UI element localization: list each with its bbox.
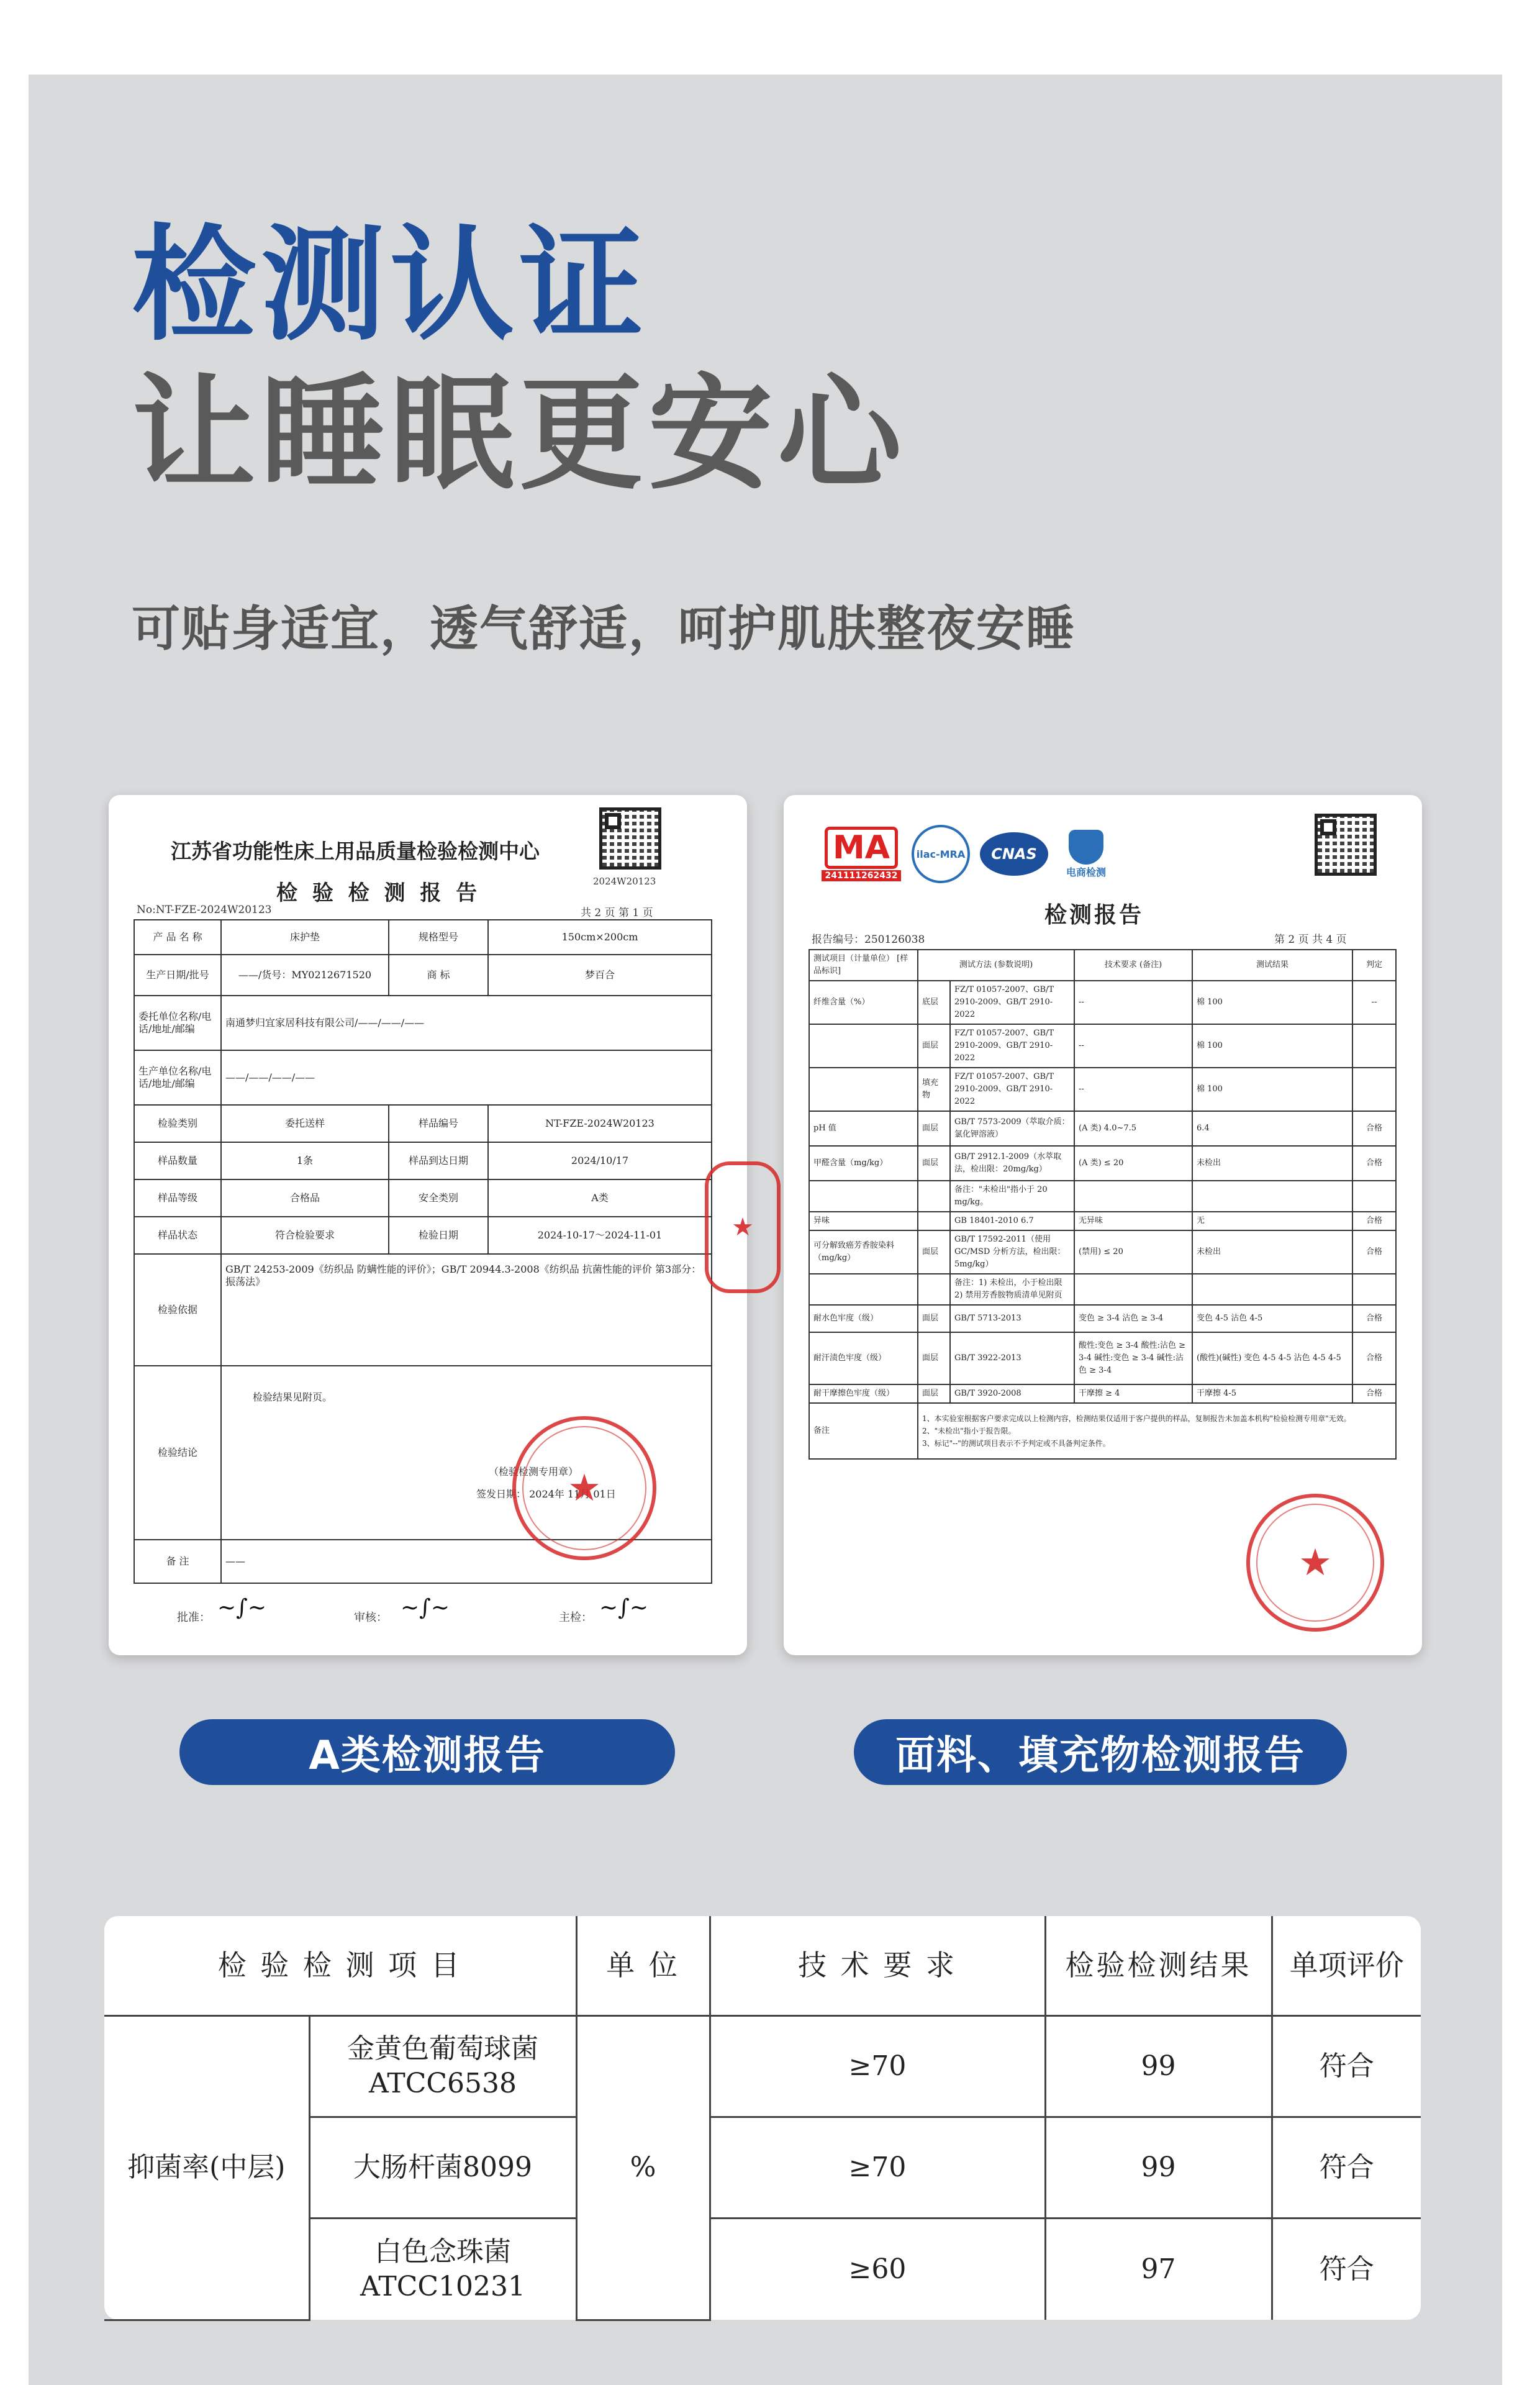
th: 测试结果	[1192, 950, 1352, 981]
cell: 样品状态	[134, 1217, 221, 1254]
item-name: 大肠杆菌8099	[309, 2117, 576, 2218]
cert-logos	[821, 820, 1114, 888]
result-cell: 97	[1045, 2218, 1272, 2320]
report-b-cell: 纤维含量（%）	[809, 981, 918, 1024]
report-b-cell: 耐干摩擦色牢度（级）	[809, 1384, 918, 1403]
report-b-cell: 未检出	[1192, 1230, 1352, 1274]
cell: NT-FZE-2024W20123	[488, 1105, 712, 1142]
report-b-cell: 变色 4-5 沾色 4-5	[1192, 1305, 1352, 1332]
report-b-cell: 备注："未检出"指小于 20 mg/kg。	[950, 1181, 1074, 1212]
cell: 样品编号	[389, 1105, 488, 1142]
report-b-cell: --	[1352, 981, 1396, 1024]
report-b-cell: 合格	[1352, 1111, 1396, 1146]
report-b-cell: 酸性:变色 ≥ 3-4 酸性:沾色 ≥ 3-4 碱性:变色 ≥ 3-4 碱性:沾色 ≥ 3-4	[1074, 1332, 1192, 1384]
report-b-cell	[1352, 1068, 1396, 1111]
result-table-card	[104, 1916, 1421, 2320]
report-b-cell: GB/T 17592-2011（使用 GC/MSD 分析方法，检出限：5mg/kg）	[950, 1230, 1074, 1274]
cell: 委托单位名称/电话/地址/邮编	[134, 996, 221, 1050]
report-b-cell: GB/T 5713-2013	[950, 1305, 1074, 1332]
page-title: 检测认证	[132, 213, 649, 358]
requirement-cell: ≥70	[710, 2015, 1045, 2117]
cell: 样品数量	[134, 1142, 221, 1179]
report-b-note: 2、"未检出"指小于报告限。	[922, 1427, 1016, 1435]
conclusion-text: 检验结果见附页。	[253, 1391, 333, 1403]
report-b-cell	[918, 1181, 950, 1212]
report-b-cell: FZ/T 01057-2007、GB/T 2910-2009、GB/T 2910-2022	[950, 1068, 1074, 1111]
report-b-cell: 无异味	[1074, 1212, 1192, 1230]
report-b-table	[808, 949, 1397, 1460]
cma-logo-icon: MA 241111262432	[821, 826, 902, 882]
cell: 2024-10-17～2024-11-01	[488, 1217, 712, 1254]
cell: 检验日期	[389, 1217, 488, 1254]
report-b-note: 3、标记"--"的测试项目表示不予判定或不具备判定条件。	[922, 1439, 1110, 1448]
item-name: 白色念珠菌 ATCC10231	[309, 2218, 576, 2320]
red-seal-icon: ★	[1246, 1494, 1384, 1632]
report-a-number: No:NT-FZE-2024W20123	[137, 904, 272, 916]
review-label: 审核：	[354, 1611, 387, 1624]
report-b-cell: (禁用) ≤ 20	[1074, 1230, 1192, 1274]
report-b-cell: 合格	[1352, 1332, 1396, 1384]
evaluation-cell: 符合	[1319, 2253, 1374, 2285]
report-b-cell: 面层	[918, 1305, 950, 1332]
cell: 商 标	[389, 955, 488, 996]
report-b-cell: 面层	[918, 1230, 950, 1274]
report-b-cell: (酸性)(碱性) 变色 4-5 4-5 沾色 4-5 4-5	[1192, 1332, 1352, 1384]
report-b-cell: 异味	[809, 1212, 918, 1230]
report-b-cell: FZ/T 01057-2007、GB/T 2910-2009、GB/T 2910-2022	[950, 1024, 1074, 1068]
report-b-cell	[918, 1212, 950, 1230]
report-b-cell: 无	[1192, 1212, 1352, 1230]
header-item: 检 验 检 测 项 目	[104, 1916, 576, 2015]
evaluation-cell: 符合	[1272, 2015, 1421, 2117]
report-b-cell: 填充物	[918, 1068, 950, 1111]
report-b-cell: 未检出	[1192, 1146, 1352, 1181]
cell: 安全类别	[389, 1179, 488, 1217]
header-requirement: 技 术 要 求	[710, 1916, 1045, 2015]
cell: 产 品 名 称	[134, 920, 221, 955]
result-cell: 99	[1045, 2015, 1272, 2117]
cnas-logo-icon: CNAS	[980, 832, 1048, 876]
report-b-cell: 棉 100	[1192, 1024, 1352, 1068]
th: 技术要求 (备注)	[1074, 950, 1192, 981]
report-b-cell	[1352, 1024, 1396, 1068]
report-b-cell: 合格	[1352, 1384, 1396, 1403]
report-b-cell	[1192, 1181, 1352, 1212]
th: 判定	[1352, 950, 1396, 981]
cell: 梦百合	[488, 955, 712, 996]
ilac-logo-icon: ilac-MRA	[912, 825, 970, 883]
report-b-cell: 耐水色牢度（级）	[809, 1305, 918, 1332]
report-b-cell: 干摩擦 ≥ 4	[1074, 1384, 1192, 1403]
main-label: 主检：	[559, 1611, 592, 1624]
shield-logo-icon: 电商检测	[1058, 826, 1114, 882]
cell: 检验依据	[134, 1254, 221, 1366]
cell: 150cm×200cm	[488, 920, 712, 955]
cell: A类	[488, 1179, 712, 1217]
report-b-cell	[1192, 1274, 1352, 1305]
evaluation-cell: 符合	[1272, 2117, 1421, 2218]
report-b-cell: 可分解致癌芳香胺染料（mg/kg）	[809, 1230, 918, 1274]
cell: 生产日期/批号	[134, 955, 221, 996]
report-b-cell: 面层	[918, 1332, 950, 1384]
cell: ——/货号：MY0212671520	[221, 955, 389, 996]
report-b-cell	[918, 1274, 950, 1305]
report-b-cell: 干摩擦 4-5	[1192, 1384, 1352, 1403]
page-subtitle: 让睡眠更安心	[132, 362, 907, 507]
cell: ——	[221, 1540, 712, 1583]
cell: ——/——/——/——	[221, 1050, 712, 1105]
report-b-cell: 底层	[918, 981, 950, 1024]
report-b-cell: 甲醛含量（mg/kg）	[809, 1146, 918, 1181]
report-b-cell: (A 类) 4.0~7.5	[1074, 1111, 1192, 1146]
report-b-cell: (A 类) ≤ 20	[1074, 1146, 1192, 1181]
report-a-title: 检 验 检 测 报 告	[276, 881, 481, 906]
report-b-cell: 棉 100	[1192, 1068, 1352, 1111]
cell: 符合检验要求	[221, 1217, 389, 1254]
report-b-cell: 耐汗渍色牢度（级）	[809, 1332, 918, 1384]
report-b-cell: 棉 100	[1192, 981, 1352, 1024]
report-a-org: 江苏省功能性床上用品质量检验检测中心	[171, 839, 540, 863]
header-result: 检验检测结果	[1045, 1916, 1272, 2015]
report-b-title: 检测报告	[1044, 902, 1144, 928]
stamp-note: （检验检测专用章）	[489, 1466, 579, 1478]
group-label: 抑菌率(中层)	[104, 2015, 309, 2320]
report-b-cell: GB 18401-2010 6.7	[950, 1212, 1074, 1230]
report-b-cell	[1074, 1181, 1192, 1212]
report-b-cell: GB/T 3922-2013	[950, 1332, 1074, 1384]
report-b-cell: 合格	[1352, 1146, 1396, 1181]
item-name: 金黄色葡萄球菌 ATCC6538	[309, 2015, 576, 2117]
report-b-cell	[1352, 1181, 1396, 1212]
cell: 生产单位名称/电话/地址/邮编	[134, 1050, 221, 1105]
report-b-cell	[809, 1068, 918, 1111]
report-b-cell: --	[1074, 1024, 1192, 1068]
cell: 检验结论	[134, 1366, 221, 1540]
cell: 床护垫	[221, 920, 389, 955]
report-b-cell: 合格	[1352, 1212, 1396, 1230]
issue-date: 签发日期： 2024年 11月 01日	[476, 1488, 616, 1500]
th: 测试项目（计量单位） [样品标识]	[809, 950, 918, 981]
label-a-report: A类检测报告	[179, 1719, 675, 1785]
report-b-cell: 合格	[1352, 1305, 1396, 1332]
header-evaluation: 单项评价	[1272, 1916, 1421, 2015]
cell: 规格型号	[389, 920, 488, 955]
report-b-cell: 面层	[918, 1384, 950, 1403]
approve-label: 批准：	[177, 1611, 211, 1624]
signature-main: ~∫~	[599, 1595, 649, 1620]
report-b-notes	[918, 1403, 1396, 1459]
report-b-cell: 变色 ≥ 3-4 沾色 ≥ 3-4	[1074, 1305, 1192, 1332]
signature-approve: ~∫~	[217, 1595, 267, 1620]
report-a-page: 共 2 页 第 1 页	[581, 907, 653, 919]
report-b-cell: 面层	[918, 1024, 950, 1068]
report-b-cell: --	[1074, 1068, 1192, 1111]
report-b-cell: 合格	[1352, 1230, 1396, 1274]
report-b-cell: GB/T 2912.1-2009（水萃取法，检出限：20mg/kg）	[950, 1146, 1074, 1181]
tagline: 可贴身适宜，透气舒适，呵护肌肤整夜安睡	[132, 601, 1076, 657]
signature-review: ~∫~	[401, 1595, 450, 1620]
result-cell: 99	[1045, 2117, 1272, 2218]
qr-code-icon	[599, 807, 661, 870]
report-b-image	[784, 795, 1422, 1655]
report-b-cell: 6.4	[1192, 1111, 1352, 1146]
cell: 委托送样	[221, 1105, 389, 1142]
requirement-cell: ≥60	[710, 2218, 1045, 2320]
report-b-cell: 面层	[918, 1146, 950, 1181]
red-seal-icon: ★	[512, 1416, 656, 1560]
report-b-cell: FZ/T 01057-2007、GB/T 2910-2009、GB/T 2910-2022	[950, 981, 1074, 1024]
cell: 样品到达日期	[389, 1142, 488, 1179]
cell: GB/T 24253-2009《纺织品 防螨性能的评价》；GB/T 20944.3-2008《纺织品 抗菌性能的评价 第3部分：振荡法》	[221, 1254, 712, 1366]
cell: 南通梦归宜家居科技有限公司/——/——/——	[221, 996, 712, 1050]
report-b-cell: --	[1074, 981, 1192, 1024]
qr-caption: 2024W20123	[593, 876, 656, 887]
report-b-notes-label: 备注	[809, 1403, 918, 1459]
result-table	[104, 1916, 1421, 2321]
cell: 检验类别	[134, 1105, 221, 1142]
cell: 1条	[221, 1142, 389, 1179]
cell: 样品等级	[134, 1179, 221, 1217]
report-b-cell: 备注：1) 未检出，小于检出限 2) 禁用芳香胺物质清单见附页	[950, 1274, 1074, 1305]
label-fabric-report: 面料、填充物检测报告	[854, 1719, 1347, 1785]
report-b-cell	[809, 1024, 918, 1068]
report-b-number: 报告编号：250126038	[812, 934, 925, 946]
report-b-cell	[1352, 1274, 1396, 1305]
report-b-cell	[1074, 1274, 1192, 1305]
report-a-image	[109, 795, 754, 1655]
cell: 备 注	[134, 1540, 221, 1583]
report-b-cell	[809, 1181, 918, 1212]
cell: 2024/10/17	[488, 1142, 712, 1179]
th: 测试方法 (参数说明)	[918, 950, 1074, 981]
report-b-cell: pH 值	[809, 1111, 918, 1146]
unit-cell: %	[576, 2015, 710, 2320]
report-b-cell: 面层	[918, 1111, 950, 1146]
header-unit: 单 位	[576, 1916, 710, 2015]
requirement-cell: ≥70	[710, 2117, 1045, 2218]
report-b-note: 1、本实验室根据客户要求完成以上检测内容，检测结果仅适用于客户提供的样品，复制报告未加盖本机构"检验检测专用章"无效。	[922, 1414, 1351, 1423]
report-b-page: 第 2 页 共 4 页	[1274, 934, 1347, 946]
cell: 合格品	[221, 1179, 389, 1217]
report-b-cell	[809, 1274, 918, 1305]
side-seal-icon: ★	[705, 1161, 781, 1293]
qr-code-icon	[1315, 814, 1377, 876]
report-b-cell: GB/T 7573-2009（萃取介质：氯化钾溶液）	[950, 1111, 1074, 1146]
report-b-cell: GB/T 3920-2008	[950, 1384, 1074, 1403]
